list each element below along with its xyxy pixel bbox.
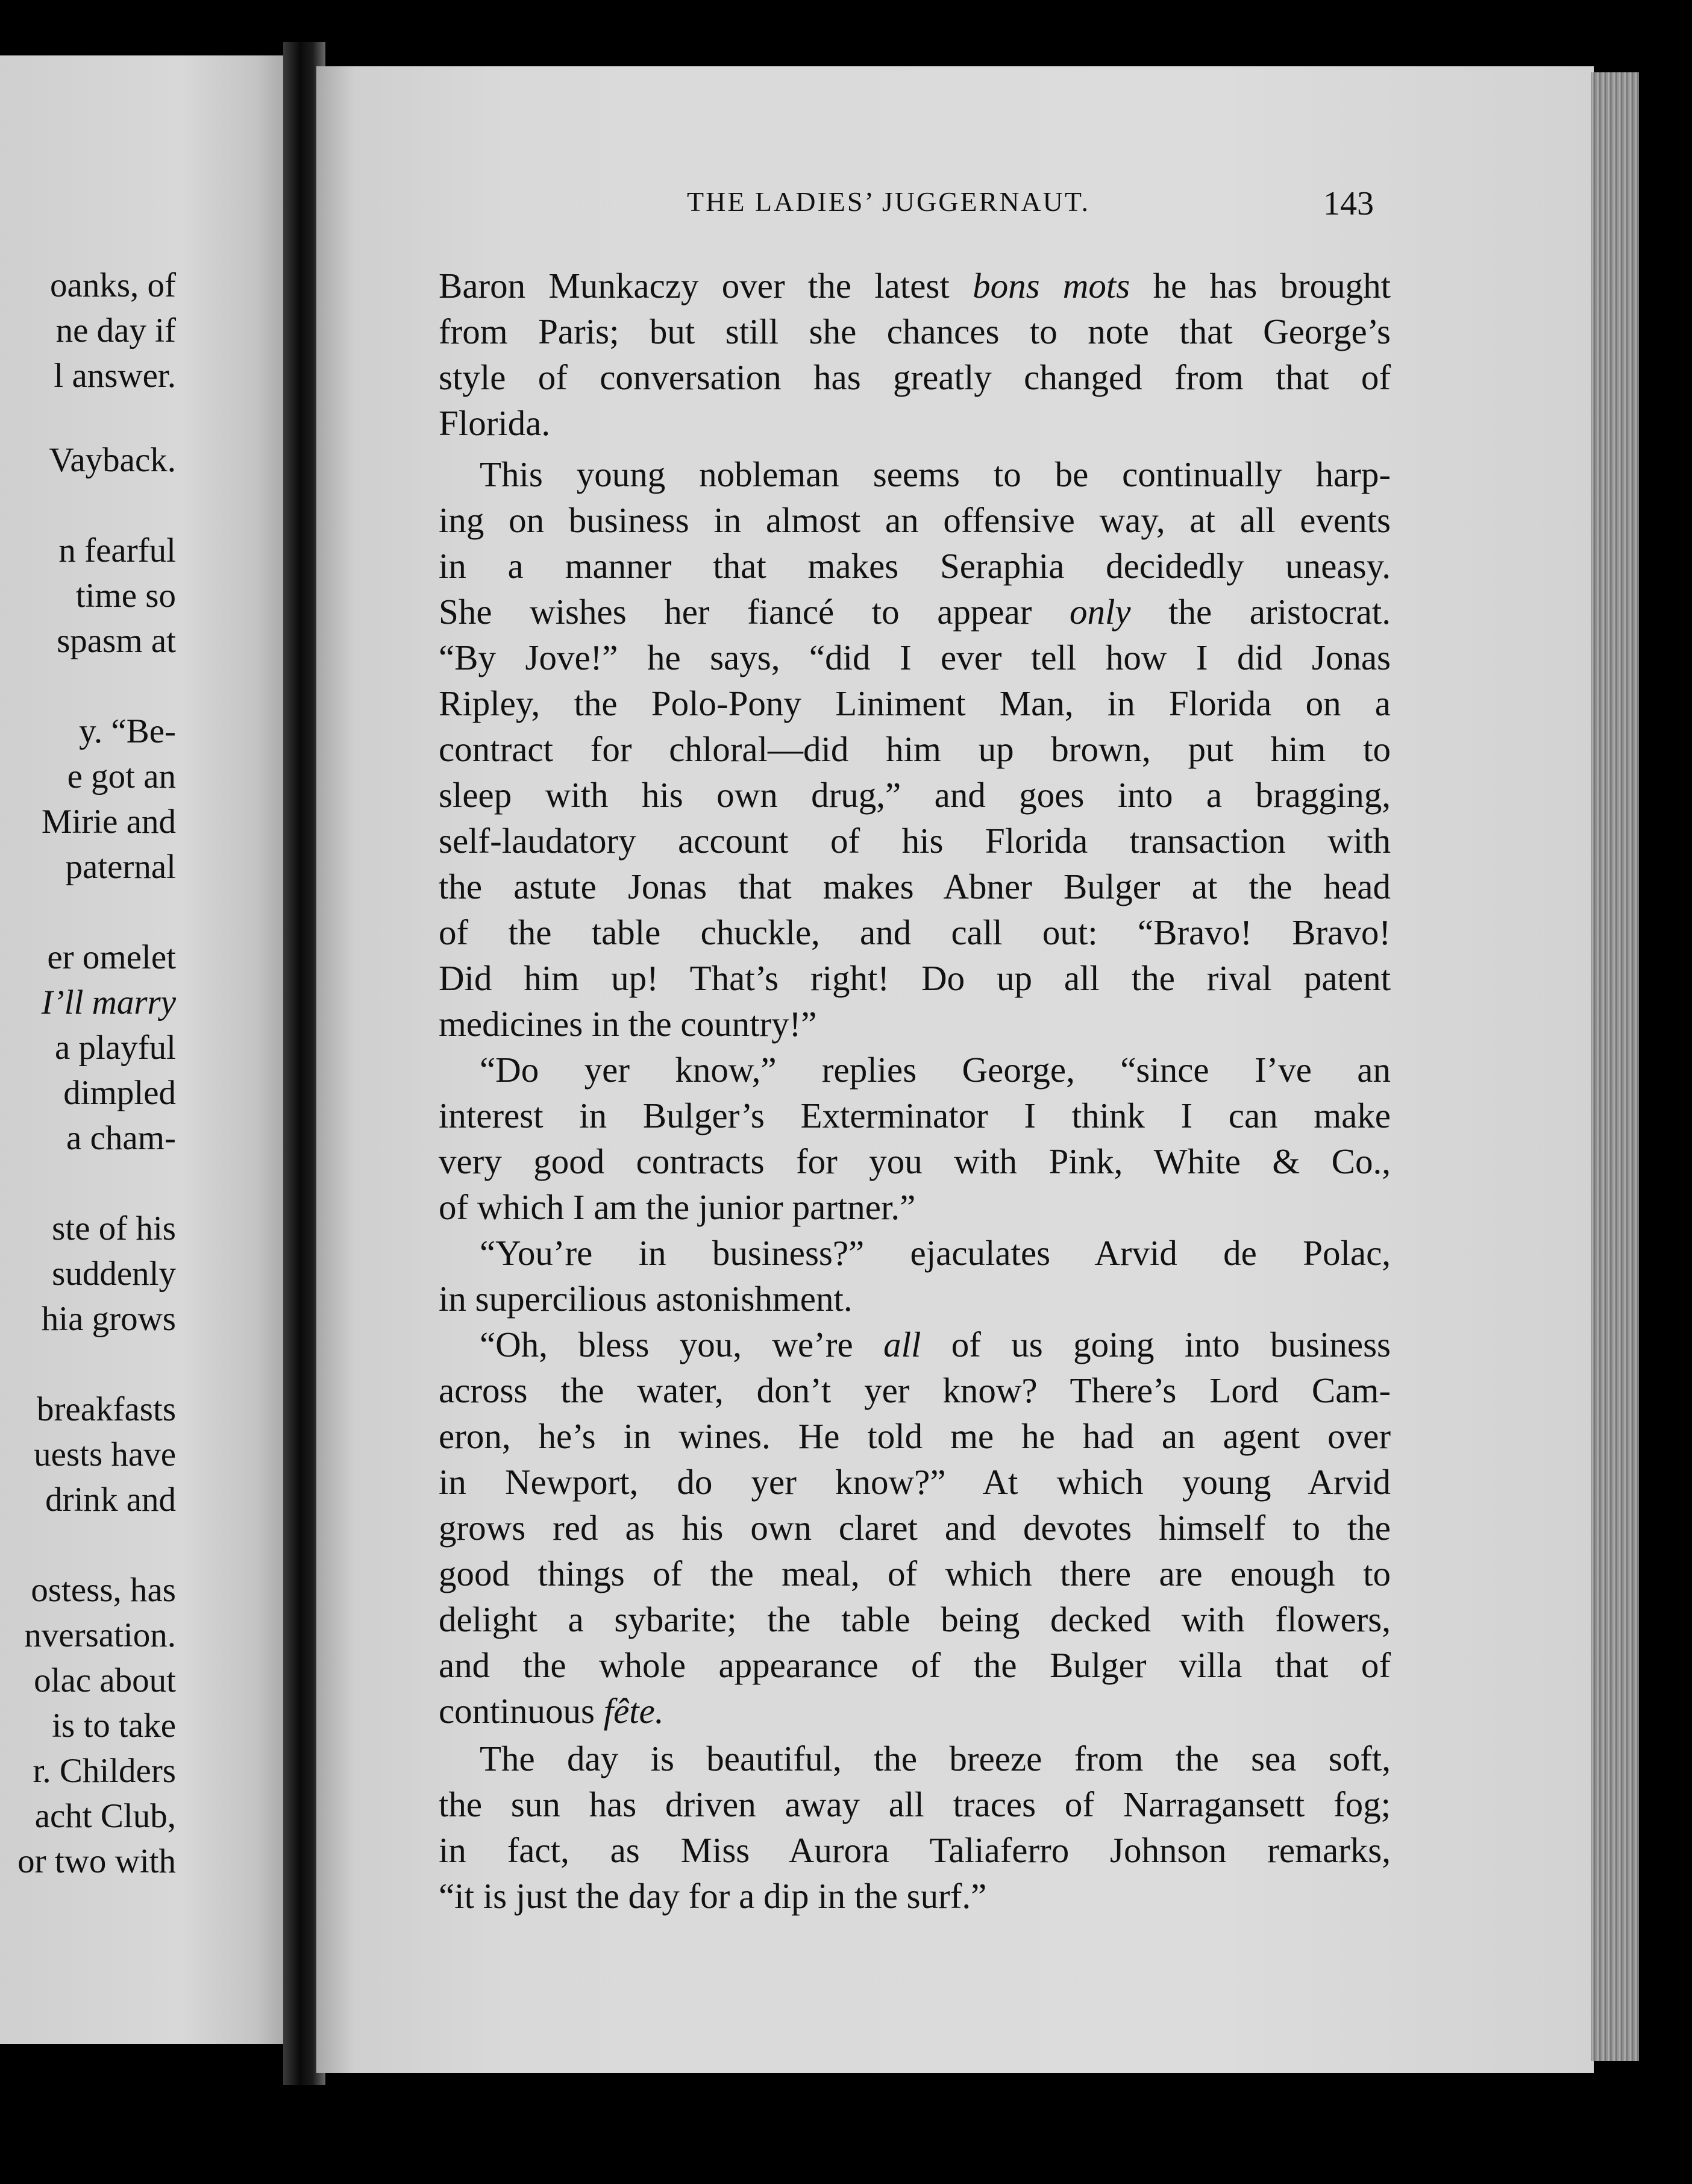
- text-line: [480, 1235, 1391, 1271]
- italic-text: all: [883, 1325, 921, 1364]
- left-page-line: a cham-: [66, 1119, 176, 1157]
- text-line: [439, 1187, 916, 1227]
- text-line: [439, 1281, 853, 1317]
- text-line: [480, 1052, 1391, 1088]
- text-line: [439, 500, 1391, 540]
- text-run: grows red as his own claret and devotes himself to the: [439, 1508, 1391, 1548]
- text-line: [439, 1878, 986, 1914]
- text-line: [439, 1830, 1391, 1870]
- text-line: [439, 403, 551, 443]
- text-run: of the table chuckle, and call out: “Bravo! Bravo!: [439, 912, 1391, 952]
- text-run: ing on business in almost an offensive way, at all events: [439, 500, 1391, 540]
- left-page-line: I’ll marry: [41, 984, 176, 1021]
- text-line: [439, 268, 1391, 304]
- text-run: the sun has driven away all traces of Narragansett fog;: [439, 1784, 1391, 1824]
- text-run: sleep with his own drug,” and goes into a bragging,: [439, 775, 1391, 815]
- left-page-line: nversation.: [24, 1616, 176, 1654]
- left-page-line: is to take: [52, 1707, 176, 1745]
- left-page-line: ostess, has: [31, 1571, 176, 1609]
- left-page-line: l answer.: [54, 357, 176, 395]
- text-run: self-laudatory account of his Florida transaction with: [439, 821, 1391, 861]
- text-line: [439, 640, 1391, 676]
- running-head: THE LADIES’ JUGGERNAUT.: [687, 186, 1091, 217]
- left-page-line: paternal: [65, 848, 176, 886]
- text-run: of which I am the junior partner.”: [439, 1187, 916, 1227]
- text-line: [439, 1098, 1391, 1134]
- left-page-line: spasm at: [57, 622, 176, 660]
- text-line: [439, 958, 1391, 998]
- text-line: [439, 912, 1391, 952]
- left-page-line: ste of his: [52, 1210, 176, 1247]
- text-run: “By Jove!” he says, “did I ever tell how I did Jonas: [439, 638, 1391, 677]
- text-run: he has brought: [1130, 266, 1391, 306]
- text-run: style of conversation has greatly changed from that of: [439, 357, 1391, 397]
- text-run: the astute Jonas that makes Abner Bulger at the head: [439, 867, 1391, 906]
- left-page-line: hia grows: [41, 1300, 176, 1338]
- page-number: 143: [1323, 185, 1374, 222]
- text-line: [480, 454, 1391, 494]
- left-page-line: n fearful: [58, 532, 176, 570]
- left-page-line: Vayback.: [49, 441, 176, 479]
- text-run: “Do yer know,” replies George, “since I’ve an: [480, 1050, 1391, 1090]
- left-page-line: or two with: [17, 1842, 176, 1880]
- text-run: from Paris; but still she chances to note that George’s: [439, 312, 1391, 351]
- text-line: [439, 729, 1391, 769]
- text-line: [439, 548, 1391, 584]
- italic-text: fête.: [603, 1691, 664, 1731]
- left-page-line: dimpled: [63, 1074, 176, 1112]
- text-line: [439, 1645, 1391, 1685]
- italic-text: only: [1069, 592, 1131, 632]
- left-page-line: breakfasts: [36, 1390, 176, 1428]
- text-line: [439, 1693, 664, 1729]
- text-line: [439, 1141, 1391, 1181]
- left-page-line: suddenly: [52, 1255, 176, 1293]
- text-line: [439, 1556, 1391, 1592]
- left-page-line: Mirie and: [41, 803, 176, 841]
- text-run: Baron Munkaczy over the latest: [439, 266, 973, 306]
- text-line: [439, 1006, 816, 1042]
- text-run: Did him up! That’s right! Do up all the rival patent: [439, 958, 1391, 998]
- text-run: the aristocrat.: [1130, 592, 1391, 632]
- text-run: “it is just the day for a dip in the surf.”: [439, 1876, 987, 1916]
- text-run: medicines in the country!”: [439, 1004, 817, 1044]
- text-run: eron, he’s in wines. He told me he had an agent over: [439, 1416, 1391, 1456]
- text-line: [480, 1741, 1391, 1777]
- text-run: across the water, don’t yer know? There’s Lord Cam-: [439, 1370, 1391, 1410]
- text-run: in a manner that makes Seraphia decidedly uneasy.: [439, 546, 1391, 586]
- text-run: “Oh, bless you, we’re: [480, 1325, 884, 1364]
- text-run: Ripley, the Polo-Pony Liniment Man, in Florida on a: [439, 683, 1391, 723]
- text-line: [439, 1599, 1391, 1639]
- left-page: [0, 55, 301, 2044]
- text-line: [480, 1327, 1391, 1363]
- left-page-line: acht Club,: [34, 1797, 176, 1835]
- text-run: in supercilious astonishment.: [439, 1279, 853, 1319]
- left-page-line: r. Childers: [33, 1752, 176, 1790]
- text-line: [439, 683, 1391, 723]
- text-run: interest in Bulger’s Exterminator I think I can make: [439, 1096, 1391, 1135]
- left-page-line: er omelet: [47, 938, 176, 976]
- text-line: [439, 1784, 1391, 1824]
- text-line: [439, 594, 1391, 630]
- left-page-line: y. “Be-: [79, 712, 176, 750]
- left-page-line: oanks, of: [50, 266, 176, 304]
- text-line: [439, 823, 1391, 859]
- text-run: This young nobleman seems to be continually harp-: [480, 454, 1391, 494]
- text-run: very good contracts for you with Pink, White & Co.,: [439, 1141, 1391, 1181]
- text-line: [439, 1464, 1391, 1500]
- text-run: of us going into business: [921, 1325, 1391, 1364]
- left-page-line: drink and: [45, 1481, 176, 1519]
- text-run: “You’re in business?” ejaculates Arvid de Polac,: [480, 1233, 1391, 1273]
- text-line: [439, 869, 1391, 905]
- italic-text: bons mots: [973, 266, 1130, 306]
- left-page-line: e got an: [67, 758, 176, 795]
- text-run: The day is beautiful, the breeze from the sea soft,: [480, 1739, 1391, 1778]
- text-run: continuous: [439, 1691, 604, 1731]
- left-page-line: olac about: [34, 1662, 176, 1699]
- text-run: Florida.: [439, 403, 551, 443]
- text-line: [439, 1510, 1391, 1546]
- text-run: in fact, as Miss Aurora Taliaferro Johnson remarks,: [439, 1830, 1391, 1870]
- text-run: good things of the meal, of which there are enough to: [439, 1554, 1391, 1593]
- left-page-line: time so: [75, 577, 176, 615]
- text-line: [439, 357, 1391, 397]
- text-run: and the whole appearance of the Bulger villa that of: [439, 1645, 1391, 1685]
- text-line: [439, 777, 1391, 813]
- left-page-line: ne day if: [55, 312, 176, 350]
- text-run: delight a sybarite; the table being decked with flowers,: [439, 1599, 1391, 1639]
- left-page-line: a playful: [54, 1029, 176, 1067]
- left-page-line: uests have: [34, 1436, 176, 1473]
- text-run: She wishes her fiancé to appear: [439, 592, 1070, 632]
- text-run: contract for chloral—did him up brown, put him to: [439, 729, 1391, 769]
- text-run: in Newport, do yer know?” At which young Arvid: [439, 1462, 1391, 1502]
- text-line: [439, 314, 1391, 350]
- page-edges: [1591, 72, 1639, 2061]
- text-line: [439, 1370, 1391, 1410]
- text-line: [439, 1416, 1391, 1456]
